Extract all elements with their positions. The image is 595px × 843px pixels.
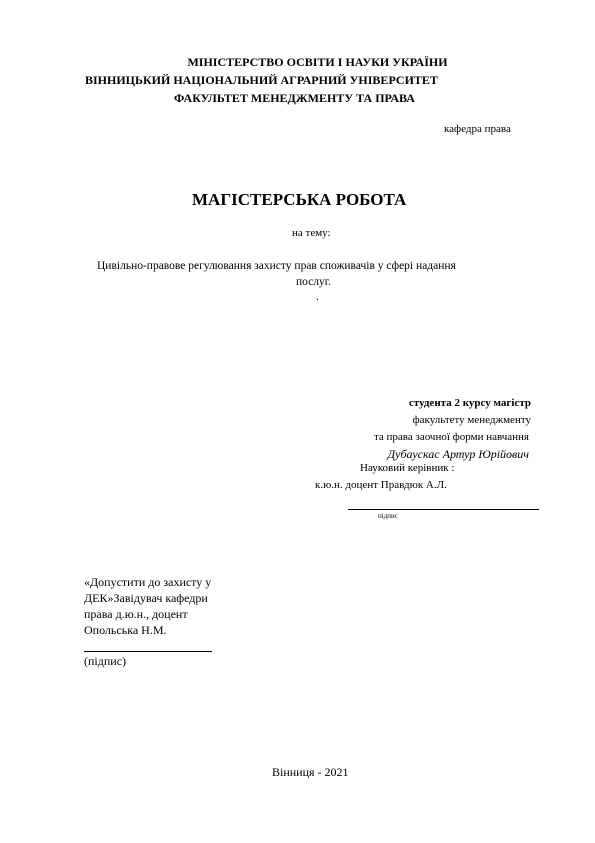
student-course: студента 2 курсу магістр xyxy=(408,397,531,409)
student-faculty: факультету менеджменту xyxy=(412,414,531,426)
topic-label: на тему: xyxy=(292,227,331,239)
admission-signature-label: (підпис) xyxy=(84,654,127,668)
topic-dot: . xyxy=(316,291,319,303)
student-name: Дубаускас Артур Юрійович xyxy=(387,447,529,461)
document-title: МАГІСТЕРСЬКА РОБОТА xyxy=(192,190,407,209)
topic-line-1: Цивільно-правове регулювання захисту прав споживачів у сфері надання xyxy=(97,260,456,272)
admission-line-2: ДЕК»Завідувач кафедри xyxy=(84,591,208,605)
topic-line-2: послуг. xyxy=(296,276,332,288)
faculty-title xyxy=(174,91,415,106)
admission-line-1: «Допустити до захисту у xyxy=(84,575,212,589)
admission-signature-line xyxy=(84,651,212,652)
ministry-text: МІНІСТЕРСТВО ОСВІТИ І НАУКИ УКРАЇНИ xyxy=(187,55,448,69)
supervisor-label: Науковий керівник : xyxy=(360,462,455,474)
university-title xyxy=(85,73,438,88)
footer-city-year: Вінниця - 2021 xyxy=(272,765,349,779)
university-text: ВІННИЦЬКИЙ НАЦІОНАЛЬНИЙ АГРАРНИЙ УНІВЕРСИТЕТ xyxy=(85,73,438,87)
supervisor-name: к.ю.н. доцент Правдюк А.Л. xyxy=(315,479,447,491)
signature-line xyxy=(348,509,539,510)
department-label: кафедра права xyxy=(444,123,511,135)
student-form: та права заочної форми навчання xyxy=(373,431,529,443)
faculty-text: ФАКУЛЬТЕТ МЕНЕДЖМЕНТУ ТА ПРАВА xyxy=(174,91,415,105)
signature-label: підпис xyxy=(378,512,398,520)
admission-line-4: Опольська Н.М. xyxy=(84,623,167,637)
admission-line-3: права д.ю.н., доцент xyxy=(84,607,188,621)
ministry-title xyxy=(0,55,595,70)
